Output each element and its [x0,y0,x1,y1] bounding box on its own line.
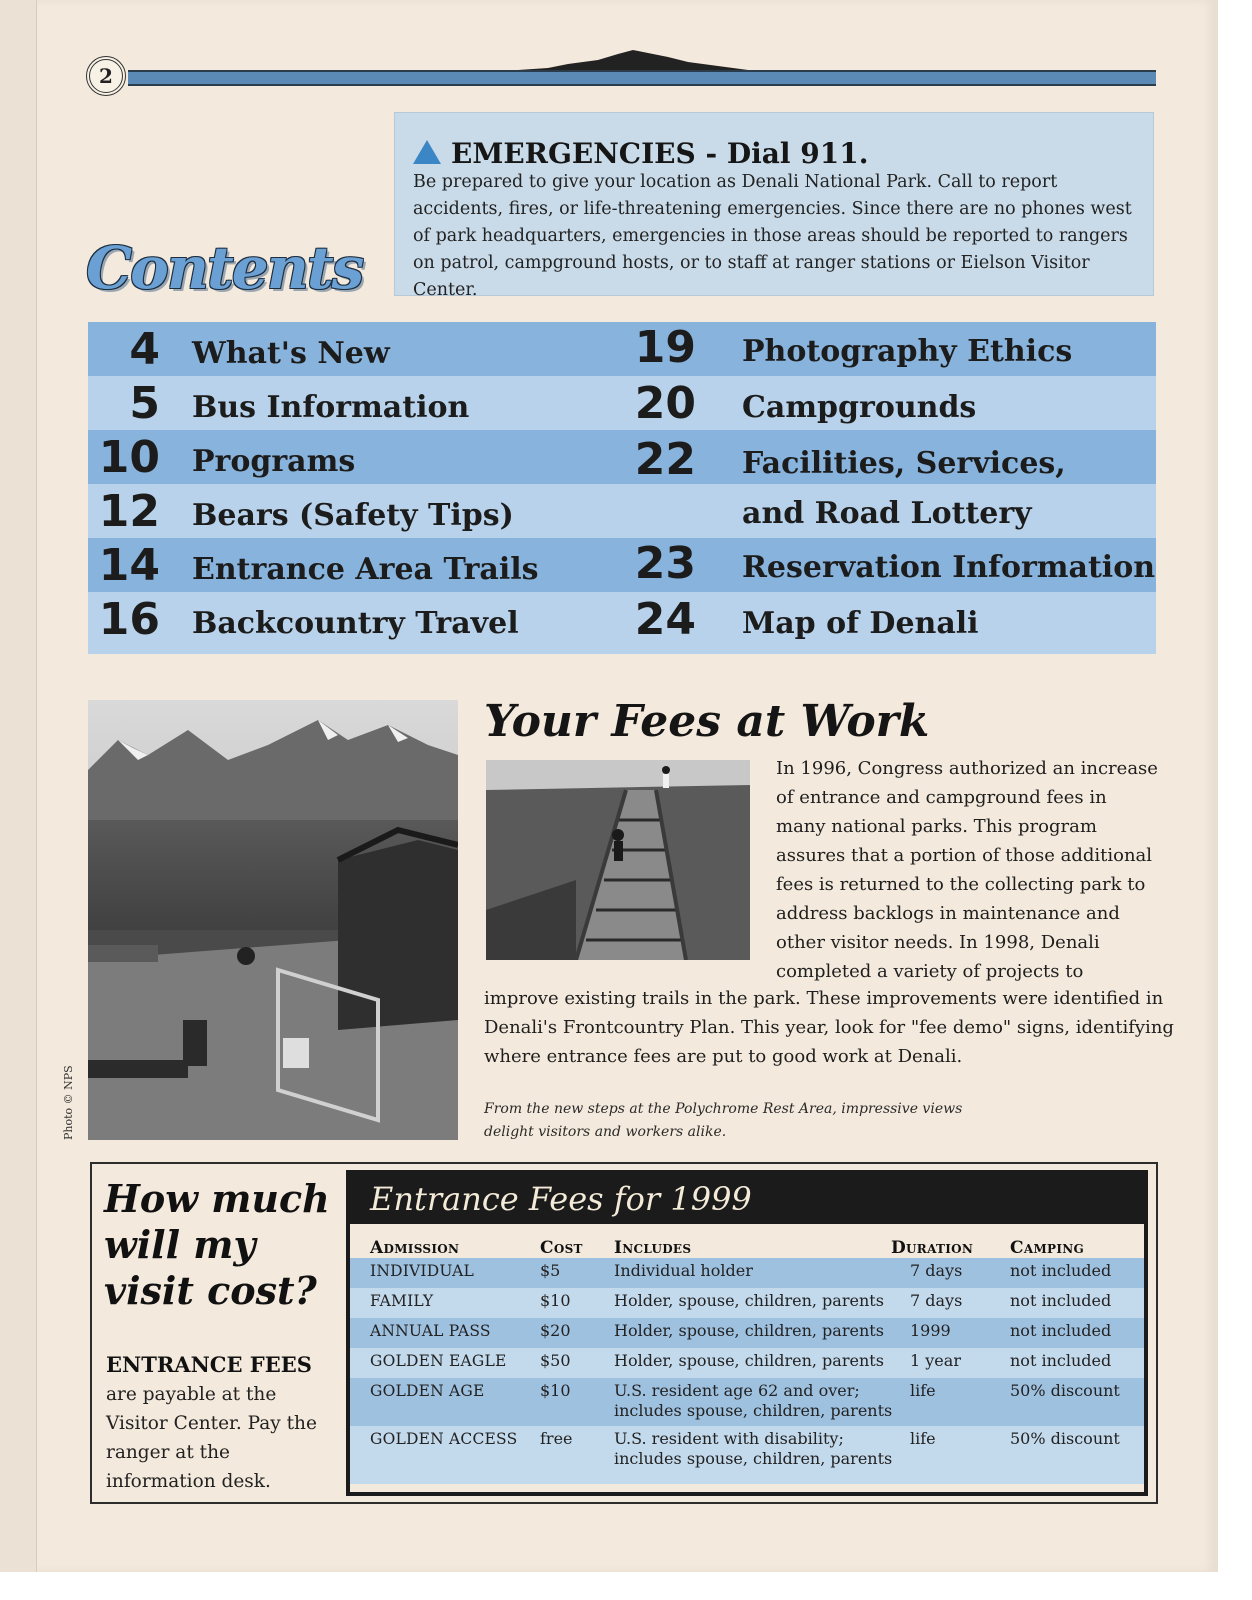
entrance-fees-body: are payable at the Visitor Center. Pay the ranger at the information desk. [106,1384,317,1492]
duration-cell: 7 days [910,1291,963,1310]
photo-credit: Photo © NPS [62,1065,75,1140]
includes-cell: Holder, spouse, children, parents [614,1321,884,1340]
camping-cell: 50% discount [1010,1429,1120,1448]
cost-cell: $20 [540,1321,571,1340]
emergency-title-text: EMERGENCIES - Dial 911. [451,137,869,170]
camping-cell: 50% discount [1010,1381,1120,1400]
admission-cell: GOLDEN EAGLE [370,1352,507,1370]
duration-cell: 7 days [910,1261,963,1280]
includes-cell: Individual holder [614,1261,753,1280]
admission-cell: GOLDEN ACCESS [370,1430,518,1448]
toc-page-number: 23 [634,538,696,589]
emergency-box [394,112,1154,300]
toc-entry-label[interactable]: What's New [192,336,390,371]
column-header-cost: Cost [540,1238,583,1258]
emergency-body: Be prepared to give your location as Denali National Park. Call to report accidents, fires, or life-threatening emergencies. Since there are no phones west of park headquarters, emergencies in those areas should be reported to rangers on patrol, campground hosts, or to staff at ranger stations or Eielson Visitor Center. [413,172,1132,300]
toc-entry-label[interactable]: Bus Information [192,390,470,425]
admission-cell: GOLDEN AGE [370,1382,485,1400]
fees-article-body-part1: In 1996, Congress authorized an increase of entrance and campground fees in many national parks. This program assures that a portion of those additional fees is returned to the collecting park to address backlogs in maintenance and other visitor needs. In 1998, Denali completed a variety of projects to [776,758,1158,982]
entrance-fees-table [346,1170,1148,1496]
emergency-title [413,137,869,170]
column-header-duration: Duration [891,1238,974,1258]
page-header [86,48,1156,96]
toc-entry-label[interactable]: Programs [192,444,356,479]
table-row [350,1426,1144,1484]
duration-cell: 1 year [910,1351,961,1370]
page-fold-edge [0,0,37,1572]
includes-cell-continued: includes spouse, children, parents [614,1449,893,1468]
cost-box-title: How much will my visit cost? [104,1176,330,1313]
toc-page-number: 5 [129,378,160,429]
cost-cell: free [540,1429,573,1448]
toc-page-number: 12 [98,486,160,537]
camping-cell: not included [1010,1291,1112,1310]
table-row [350,1348,1144,1378]
toc-entry-label[interactable]: Backcountry Travel [192,606,519,641]
toc-entry-label[interactable]: Facilities, Services, [742,446,1066,481]
toc-page-number: 10 [98,432,160,483]
column-header-includes: Includes [614,1238,692,1258]
warning-triangle-icon [413,140,441,164]
includes-cell: U.S. resident with disability; [614,1429,844,1448]
camping-cell: not included [1010,1321,1112,1340]
toc-entry-label[interactable]: Photography Ethics [742,334,1073,369]
fees-article-title: Your Fees at Work [484,696,930,747]
includes-cell: Holder, spouse, children, parents [614,1351,884,1370]
table-row [350,1378,1144,1426]
toc-page-number: 19 [634,322,696,373]
entrance-fees-heading: ENTRANCE FEES [106,1352,312,1377]
duration-cell: life [910,1381,936,1400]
column-header-camping: Camping [1010,1238,1085,1258]
table-row [350,1258,1144,1288]
toc-page-number: 4 [129,324,160,375]
admission-cell: FAMILY [370,1292,434,1310]
fees-table-title: Entrance Fees for 1999 [350,1174,1144,1224]
cost-cell: $50 [540,1351,571,1370]
admission-cell: INDIVIDUAL [370,1262,475,1280]
cost-cell: $10 [540,1381,571,1400]
toc-entry-label-continued[interactable]: and Road Lottery [742,496,1032,531]
header-rule [128,70,1156,86]
contents-title: Contents [86,234,363,302]
table-row [350,1318,1144,1348]
toc-page-number: 14 [98,540,160,591]
toc-entry-label[interactable]: Map of Denali [742,606,979,641]
column-header-admission: Admission [370,1238,460,1258]
table-of-contents [88,322,1156,666]
cost-box [90,1162,1158,1504]
toc-entry-label[interactable]: Campgrounds [742,390,977,425]
mountain-rest-area-photo [88,700,458,1140]
duration-cell: life [910,1429,936,1448]
camping-cell: not included [1010,1261,1112,1280]
toc-page-number: 20 [634,378,696,429]
includes-cell-continued: includes spouse, children, parents [614,1401,893,1420]
fees-article-body-part2: improve existing trails in the park. These improvements were identified in Denali's Frontcountry Plan. This year, look for "fee demo" signs, identifying where entrance fees are put to good work at Denali. [484,988,1174,1067]
toc-entry-label[interactable]: Entrance Area Trails [192,552,539,587]
toc-page-number: 16 [98,594,160,645]
table-row [350,1288,1144,1318]
cost-cell: $10 [540,1291,571,1310]
page-number: 2 [86,56,126,96]
toc-page-number: 22 [634,434,696,485]
toc-entry-label[interactable]: Bears (Safety Tips) [192,498,514,533]
includes-cell: U.S. resident age 62 and over; [614,1381,860,1400]
toc-page-number: 24 [634,594,696,645]
duration-cell: 1999 [910,1321,951,1340]
toc-entry-label[interactable]: Reservation Information [742,550,1156,585]
includes-cell: Holder, spouse, children, parents [614,1291,884,1310]
polychrome-steps-photo [486,760,750,960]
admission-cell: ANNUAL PASS [370,1322,491,1340]
cost-cell: $5 [540,1261,561,1280]
camping-cell: not included [1010,1351,1112,1370]
photo-caption: From the new steps at the Polychrome Rest Area, impressive views delight visitors and workers alike. [484,1101,963,1140]
